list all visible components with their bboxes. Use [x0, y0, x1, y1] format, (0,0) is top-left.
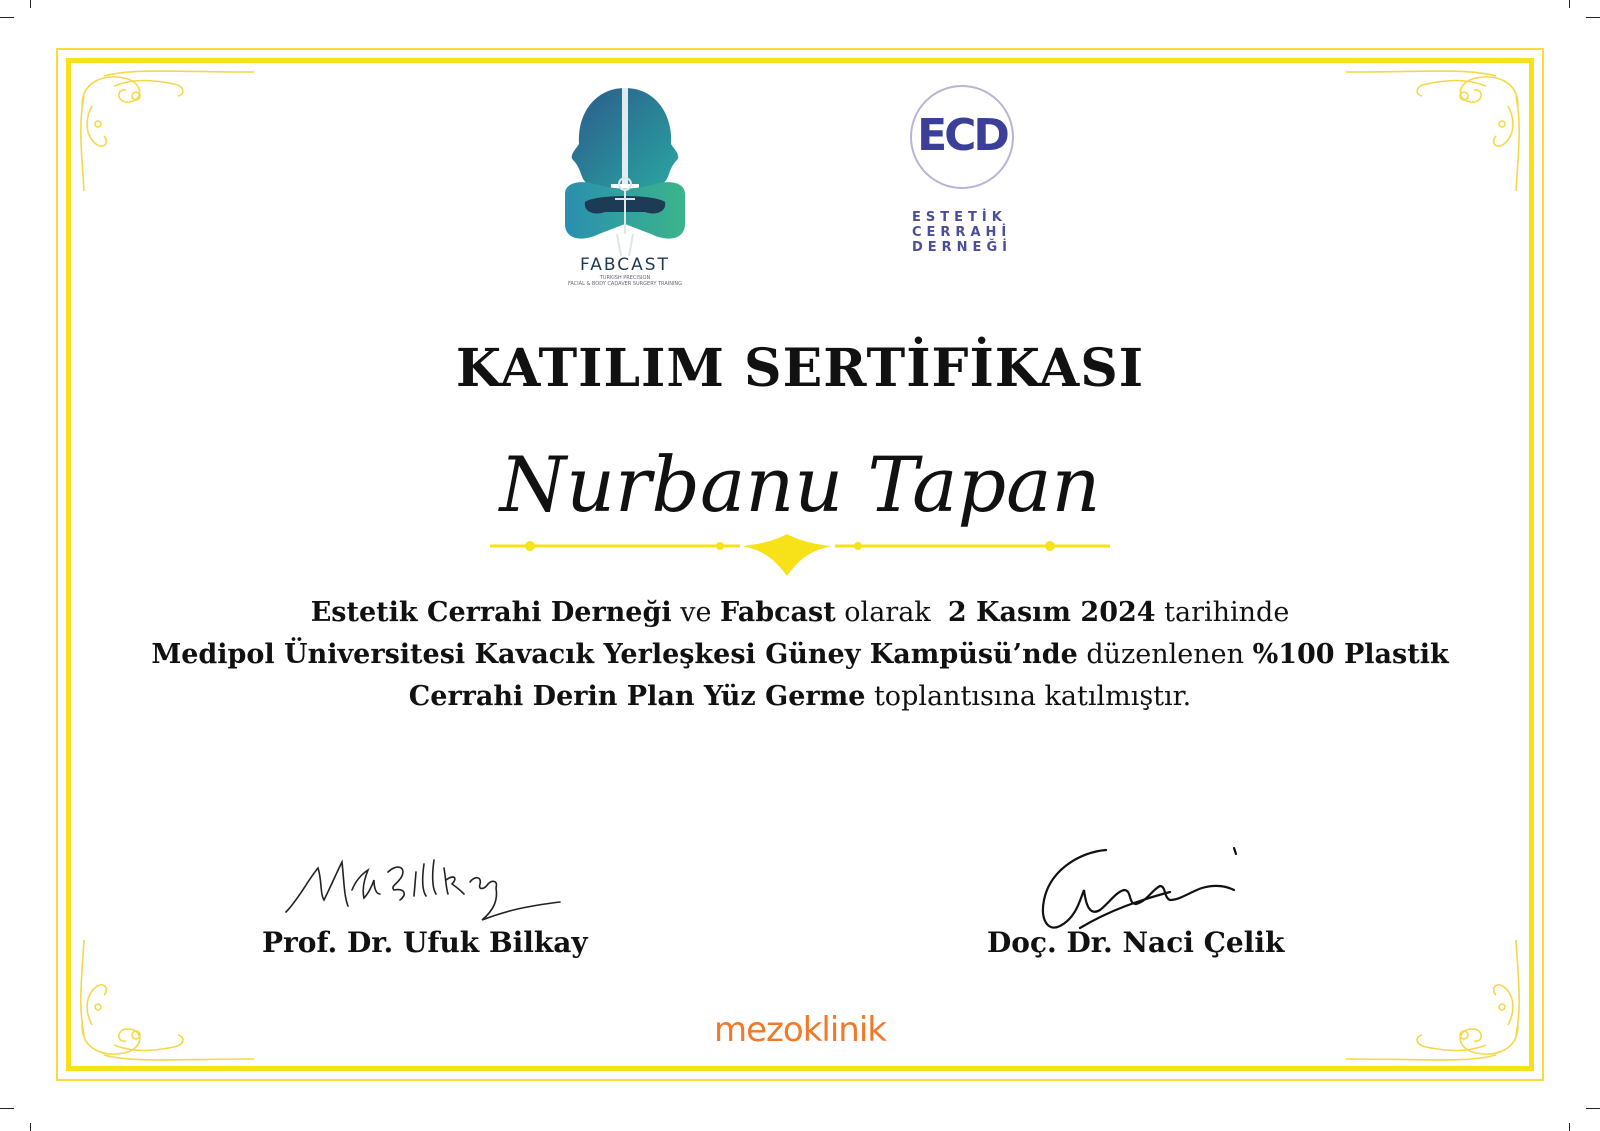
corner-ornament-top-right [1336, 66, 1526, 196]
crop-mark [1586, 1108, 1600, 1109]
signatory-name-2: Doç. Dr. Naci Çelik [987, 926, 1285, 959]
body-text-ve: ve [671, 597, 721, 628]
body-text-tarihinde: tarihinde [1155, 597, 1290, 628]
crop-mark [0, 1108, 14, 1109]
signature-naci-celik [1020, 840, 1250, 940]
event-date: 2 Kasım 2024 [947, 597, 1156, 628]
crop-mark [30, 1123, 31, 1131]
corner-ornament-top-left [74, 66, 264, 196]
signatory-name-1: Prof. Dr. Ufuk Bilkay [262, 926, 588, 959]
body-line-2 [100, 634, 1500, 676]
mezoklinik-logo: mezoklinik [714, 1010, 886, 1050]
ecd-line1: ESTETİK [912, 210, 1007, 225]
ecd-line3: DERNEĞİ [912, 240, 1012, 255]
org-fabcast: Fabcast [720, 597, 836, 628]
crop-mark [30, 0, 31, 8]
fabcast-subtitle-line1: TURKISH PRECISION [599, 275, 651, 281]
ecd-logo-subtitle [912, 210, 1012, 255]
fabcast-subtitle-line2: FACIAL & BODY CADAVER SURGERY TRAINING [567, 281, 683, 287]
body-text-duzenlenen: düzenlenen [1077, 639, 1253, 670]
name-divider [490, 534, 1110, 584]
crop-mark [1569, 0, 1570, 8]
crop-mark [0, 17, 14, 18]
event-name-part1: %100 Plastik [1252, 639, 1449, 670]
recipient-name: Nurbanu Tapan [499, 440, 1101, 529]
body-line-3 [100, 676, 1500, 718]
crop-mark [1569, 1123, 1570, 1131]
body-text-olarak: olarak [835, 597, 948, 628]
event-venue: Medipol Üniversitesi Kavacık Yerleşkesi Güney Kampüsü’nde [151, 639, 1078, 670]
org-ecd: Estetik Cerrahi Derneği [310, 597, 672, 628]
crop-mark [1586, 17, 1600, 18]
certificate-title: KATILIM SERTİFİKASI [455, 338, 1145, 399]
event-name-part2: Cerrahi Derin Plan Yüz Germe [408, 681, 866, 712]
certificate-body [100, 592, 1500, 718]
signature-ufuk-bilkay [278, 850, 568, 930]
body-line-1 [100, 592, 1500, 634]
fabcast-name: FABCAST [580, 255, 670, 275]
fabcast-subtitle [545, 275, 705, 287]
body-text-end: toplantısına katılmıştır. [865, 681, 1192, 712]
ecd-line2: CERRAHİ [912, 225, 1012, 240]
ecd-logo-acronym: ECD [917, 110, 1007, 161]
